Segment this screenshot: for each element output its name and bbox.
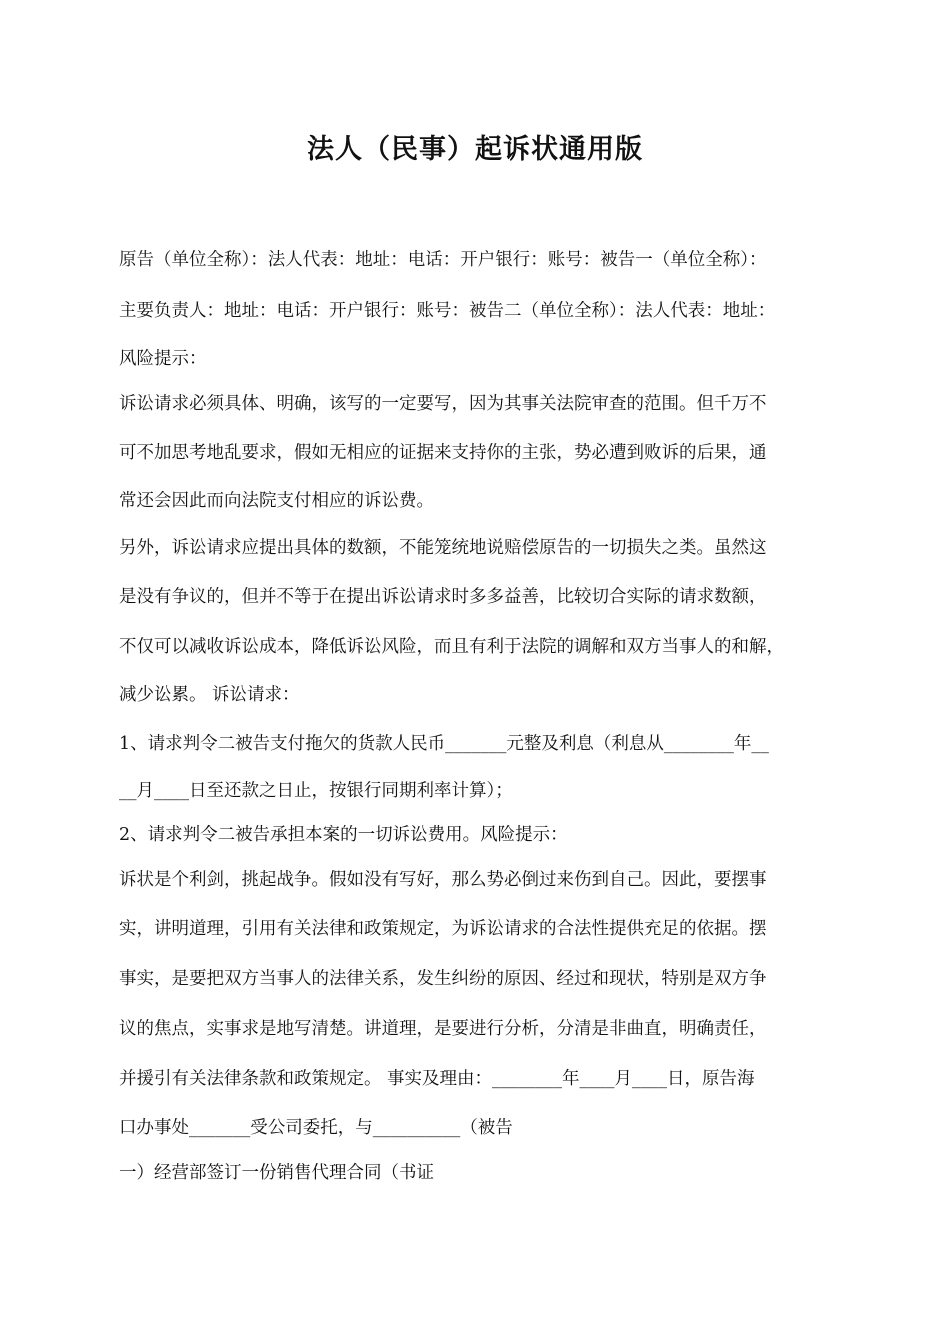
plaintiff-defendant-line-1: 原告（单位全称）：法人代表：地址：电话：开户银行：账号：被告一（单位全称）： xyxy=(119,250,767,270)
paragraph-line: 常还会因此而向法院支付相应的诉讼费。 xyxy=(119,491,434,511)
claim-item-1-continued: __月____日至还款之日止，按银行同期利率计算）； xyxy=(119,781,513,801)
facts-and-reasons-line: 并援引有关法律条款和政策规定。 事实及理由：________年____月____日，原告海 xyxy=(119,1069,755,1089)
paragraph-line: 议的焦点，实事求是地写清楚。讲道理，是要进行分析，分清是非曲直，明确责任， xyxy=(119,1019,767,1039)
risk-notice-heading: 风险提示： xyxy=(119,349,207,369)
paragraph-line: 不仅可以减收诉讼成本，降低诉讼风险，而且有利于法院的调解和双方当事人的和解， xyxy=(119,637,784,657)
paragraph-line: 另外，诉讼请求应提出具体的数额，不能笼统地说赔偿原告的一切损失之类。虽然这 xyxy=(119,538,767,558)
paragraph-line: 诉讼请求必须具体、明确，该写的一定要写，因为其事关法院审查的范围。但千万不 xyxy=(119,394,767,414)
claim-item-1: 1、请求判令二被告支付拖欠的货款人民币_______元整及利息（利息从________年__ xyxy=(119,734,769,754)
plaintiff-defendant-line-2: 主要负责人：地址：电话：开户银行：账号：被告二（单位全称）：法人代表：地址： xyxy=(119,301,776,321)
paragraph-line: 诉状是个利剑，挑起战争。假如没有写好，那么势必倒过来伤到自己。因此，要摆事 xyxy=(119,870,767,890)
claim-item-2: 2、请求判令二被告承担本案的一切诉讼费用。风险提示： xyxy=(119,825,568,845)
paragraph-line: 口办事处_______受公司委托，与__________（被告 xyxy=(119,1118,513,1138)
paragraph-line: 一）经营部签订一份销售代理合同（书证 xyxy=(119,1163,434,1183)
paragraph-line: 可不加思考地乱要求，假如无相应的证据来支持你的主张，势必遭到败诉的后果，通 xyxy=(119,443,767,463)
paragraph-line: 实，讲明道理，引用有关法律和政策规定，为诉讼请求的合法性提供充足的依据。摆 xyxy=(119,919,767,939)
claims-heading-line: 减少讼累。 诉讼请求： xyxy=(119,685,300,705)
paragraph-line: 事实，是要把双方当事人的法律关系，发生纠纷的原因、经过和现状，特别是双方争 xyxy=(119,969,767,989)
document-title: 法人（民事）起诉状通用版 xyxy=(307,134,643,165)
paragraph-line: 是没有争议的，但并不等于在提出诉讼请求时多多益善，比较切合实际的请求数额， xyxy=(119,587,767,607)
